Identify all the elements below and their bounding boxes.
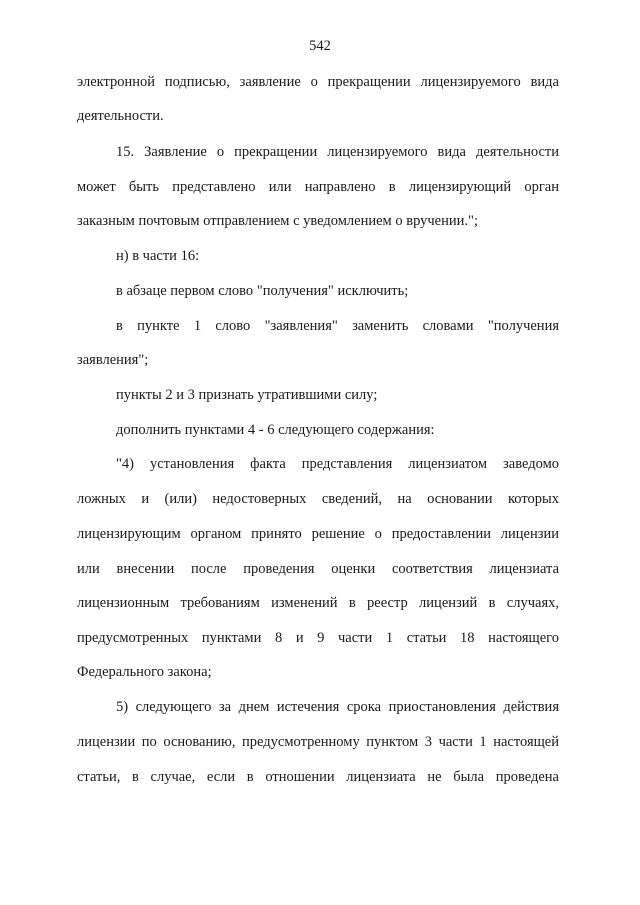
text-line: предусмотренных пунктами 8 и 9 части 1 статьи 18 настоящего	[77, 630, 559, 646]
text-line: лицензионным требованиям изменений в реестр лицензий в случаях,	[77, 595, 559, 611]
text-line: статьи, в случае, если в отношении лицензиата не была проведена	[77, 769, 559, 785]
text-line: лицензирующим органом принято решение о предоставлении лицензии	[77, 526, 559, 542]
text-line: 5) следующего за днем истечения срока приостановления действия	[116, 699, 559, 715]
text-line: лицензии по основанию, предусмотренному пунктом 3 части 1 настоящей	[77, 734, 559, 750]
text-line: заказным почтовым отправлением с уведомлением о вручении.";	[77, 213, 478, 229]
text-line: ложных и (или) недостоверных сведений, на основании которых	[77, 491, 559, 507]
text-line: дополнить пунктами 4 - 6 следующего содержания:	[116, 422, 435, 438]
text-line: 15. Заявление о прекращении лицензируемого вида деятельности	[116, 144, 559, 160]
text-line: н) в части 16:	[116, 248, 200, 264]
text-line: в абзаце первом слово "получения" исключить;	[116, 283, 409, 299]
text-line: Федерального закона;	[77, 664, 212, 680]
text-line: в пункте 1 слово "заявления" заменить словами "получения	[116, 318, 559, 334]
text-line: деятельности.	[77, 108, 164, 124]
page-number: 542	[309, 38, 331, 54]
text-line: или внесении после проведения оценки соответствия лицензиата	[77, 561, 559, 577]
text-line: заявления";	[77, 352, 149, 368]
text-line: может быть представлено или направлено в лицензирующий орган	[77, 179, 559, 195]
text-line: "4) установления факта представления лицензиатом заведомо	[116, 456, 559, 472]
text-line: электронной подписью, заявление о прекращении лицензируемого вида	[77, 74, 559, 90]
text-line: пункты 2 и 3 признать утратившими силу;	[116, 387, 378, 403]
